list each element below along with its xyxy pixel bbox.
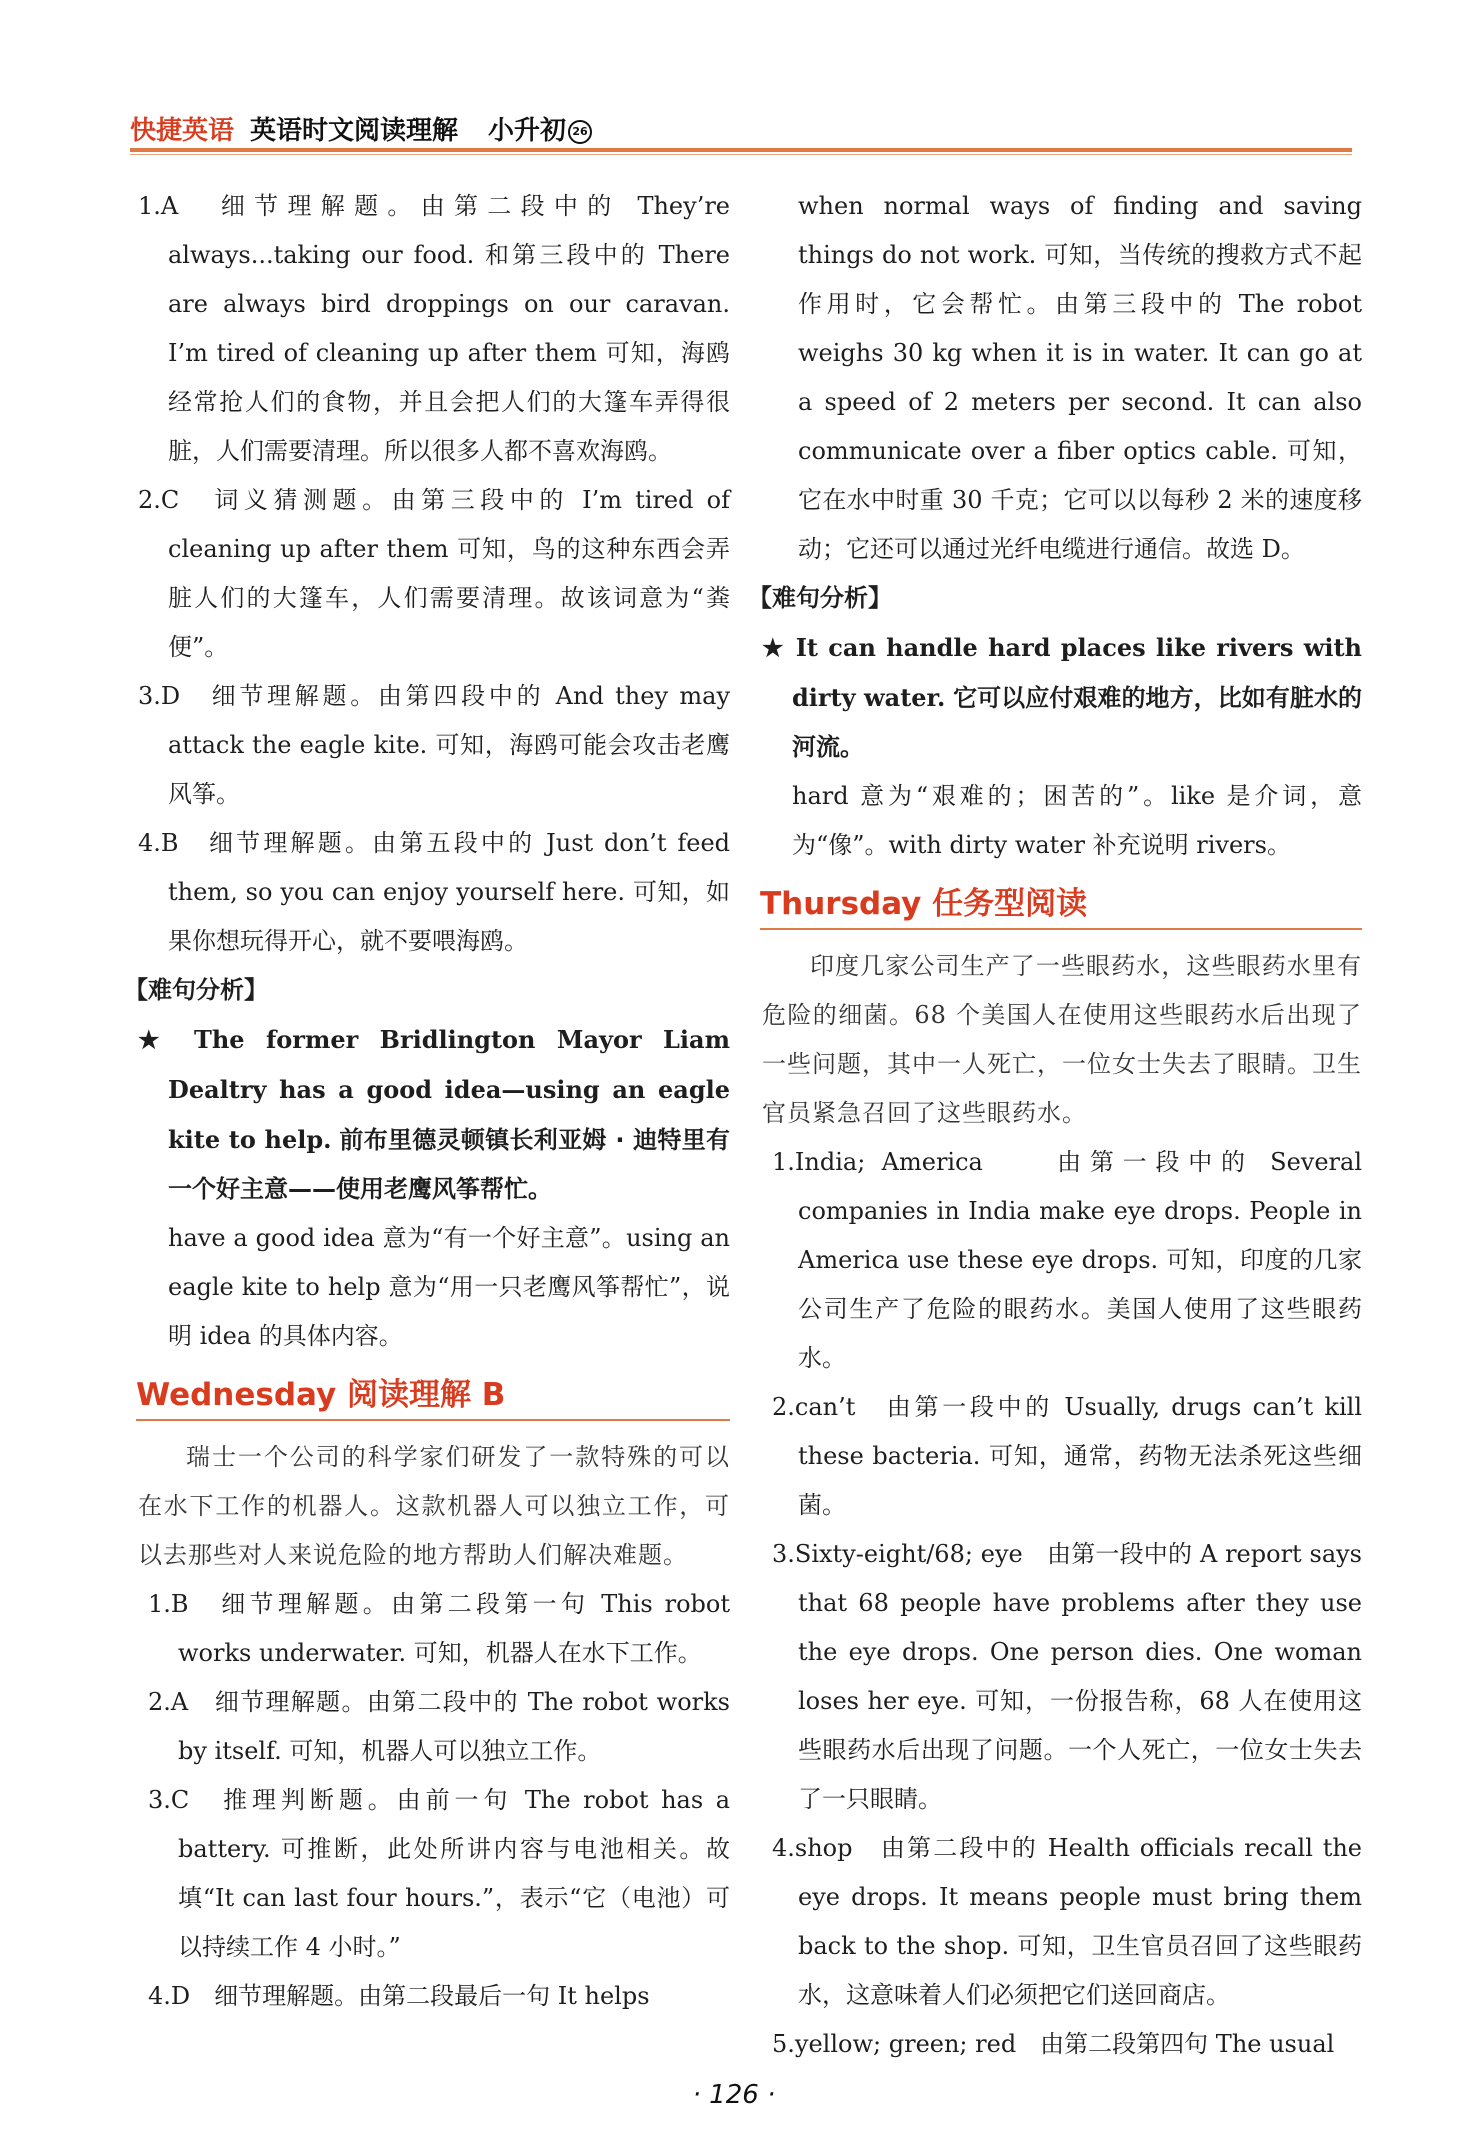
answer-item bbox=[762, 1824, 1362, 2020]
answer-item bbox=[138, 672, 730, 819]
page-header bbox=[130, 110, 1350, 150]
difficult-sentence-tag: 【难句分析】 bbox=[748, 584, 892, 612]
answer-text: 细节理解题。由第二段中的 They’re always...taking our food. 和第三段中的 There are always bird droppings on our caravan. I’m tired of cleaning up after them 可知，海鸥经常抢人们的食物，并且会把人们的大篷车弄得很脏，人们需要清理。所以很多人都不喜欢海鸥。 bbox=[168, 192, 730, 465]
key-sentence-cn: 前布里德灵顿镇长利亚姆 · 迪特里有一个好主意——使用老鹰风筝帮忙。 bbox=[168, 1126, 730, 1203]
section-intro: 瑞士一个公司的科学家们研发了一款特殊的可以在水下工作的机器人。这款机器人可以独立工作，可以去那些对人来说危险的地方帮助人们解决难题。 bbox=[138, 1443, 730, 1569]
answer-number: 1. bbox=[772, 1148, 795, 1176]
answer-item bbox=[138, 476, 730, 672]
answer-number: 1.A bbox=[138, 192, 179, 220]
section-title-wednesday: Wednesday 阅读理解 B bbox=[136, 1375, 730, 1421]
answer-number: 5. bbox=[772, 2030, 795, 2058]
key-sentence-note: hard 意为“艰难的；困苦的”。like 是介词，意为“像”。with dirty water 补充说明 rivers。 bbox=[792, 782, 1362, 859]
answer-number: 2. bbox=[772, 1393, 795, 1421]
answer-number: 4.D bbox=[148, 1982, 191, 2010]
key-sentence bbox=[138, 1015, 730, 1214]
key-sentence-cn: 它可以应付艰难的地方，比如有脏水的河流。 bbox=[792, 684, 1363, 761]
answer-text: 推理判断题。由前一句 The robot has a battery. 可推断，此处所讲内容与电池相关。故填“It can last four hours.”，表示“它（电池）可以持续工作 4 小时。” bbox=[178, 1786, 731, 1961]
answer-item bbox=[762, 1138, 1362, 1383]
grade-text: 小升初 bbox=[488, 116, 567, 146]
answer-item bbox=[138, 182, 730, 476]
answer-number: 3.D bbox=[138, 682, 181, 710]
grade-number-badge: 26 bbox=[568, 120, 592, 144]
right-column bbox=[748, 182, 1363, 2069]
answer-text: Sixty-eight/68; eye 由第一段中的 A report says that 68 people have problems after they use the eye drops. One person dies. One woman loses her eye. 可知，一份报告称，68 人在使用这些眼药水后出现了问题。一个人死亡，一位女士失去了一只眼睛。 bbox=[794, 1540, 1362, 1813]
answer-number: 1.B bbox=[148, 1590, 189, 1618]
key-sentence bbox=[762, 623, 1362, 772]
difficult-sentence-tag: 【难句分析】 bbox=[124, 976, 268, 1004]
answer-number: 3. bbox=[772, 1540, 795, 1568]
answer-item bbox=[138, 1580, 730, 1678]
section-title-thursday: Thursday 任务型阅读 bbox=[760, 884, 1362, 930]
key-sentence-note: have a good idea 意为“有一个好主意”。using an eagle kite to help 意为“用一只老鹰风筝帮忙”，说明 idea 的具体内容。 bbox=[168, 1224, 730, 1350]
answer-text: shop 由第二段中的 Health officials recall the eye drops. It means people must bring them back to the shop. 可知，卫生官员召回了这些眼药水，这意味着人们必须把它们送回商店。 bbox=[794, 1834, 1362, 2009]
header-rule-thin bbox=[130, 154, 1352, 155]
answer-text: can’t 由第一段中的 Usually, drugs can’t kill these bacteria. 可知，通常，药物无法杀死这些细菌。 bbox=[794, 1393, 1362, 1519]
answer-text: 细节理解题。由第二段第一句 This robot works underwater. 可知，机器人在水下工作。 bbox=[178, 1590, 731, 1667]
page-number: · 126 · bbox=[692, 2080, 776, 2110]
key-sentence-en: ★ It can handle hard places like rivers with dirty water. bbox=[762, 633, 1362, 712]
left-column bbox=[124, 182, 731, 2021]
answer-text: 细节理解题。由第五段中的 Just don’t feed them, so you can enjoy yourself here. 可知，如果你想玩得开心，就不要喂海鸥。 bbox=[168, 829, 731, 955]
answer-number: 2.A bbox=[148, 1688, 189, 1716]
answer-item bbox=[762, 1383, 1362, 1530]
answer-number: 4.B bbox=[138, 829, 179, 857]
answer-number: 4. bbox=[772, 1834, 795, 1862]
answer-item bbox=[138, 1678, 730, 1776]
section-intro: 印度几家公司生产了一些眼药水，这些眼药水里有危险的细菌。68 个美国人在使用这些眼药水后出现了一些问题，其中一人死亡，一位女士失去了眼睛。卫生官员紧急召回了这些眼药水。 bbox=[762, 952, 1362, 1127]
answer-item bbox=[138, 819, 730, 966]
key-sentence-en: ★ The former Bridlington Mayor Liam Dealtry has a good idea—using an eagle kite to help. bbox=[138, 1025, 730, 1154]
answer-continuation: when normal ways of finding and saving things do not work. 可知，当传统的搜救方式不起作用时，它会帮忙。由第三段中的 The robot weighs 30 kg when it is in water. It can go at a speed of 2 meters per second. It can also communicate over a fiber optics cable. 可知，它在水中时重 30 千克；它可以以每秒 2 米的速度移动；它还可以通过光纤电缆进行通信。故选 D。 bbox=[798, 192, 1362, 563]
answer-text: 细节理解题。由第二段中的 The robot works by itself. 可知，机器人可以独立工作。 bbox=[178, 1688, 731, 1765]
answer-text: 细节理解题。由第四段中的 And they may attack the eagle kite. 可知，海鸥可能会攻击老鹰风筝。 bbox=[168, 682, 730, 808]
answer-item bbox=[138, 1776, 730, 1972]
header-rule bbox=[130, 148, 1352, 152]
answer-number: 3.C bbox=[148, 1786, 190, 1814]
answer-text: 词义猜测题。由第三段中的 I’m tired of cleaning up after them 可知，鸟的这种东西会弄脏人们的大篷车，人们需要清理。故该词意为“粪便”。 bbox=[168, 486, 730, 661]
answer-item bbox=[762, 2020, 1362, 2069]
answer-item bbox=[762, 1530, 1362, 1824]
answer-text: 细节理解题。由第二段最后一句 It helps bbox=[214, 1982, 650, 2010]
grade-label bbox=[488, 110, 592, 147]
answer-text: yellow; green; red 由第二段第四句 The usual bbox=[794, 2030, 1335, 2058]
book-title: 英语时文阅读理解 bbox=[250, 116, 459, 146]
brand-name: 快捷英语 bbox=[130, 116, 235, 146]
answer-item bbox=[138, 1972, 730, 2021]
answer-text: India; America 由第一段中的 Several companies in India make eye drops. People in America use these eye drops. 可知，印度的几家公司生产了危险的眼药水。美国人使用了这些眼药水。 bbox=[794, 1148, 1362, 1372]
answer-number: 2.C bbox=[138, 486, 180, 514]
